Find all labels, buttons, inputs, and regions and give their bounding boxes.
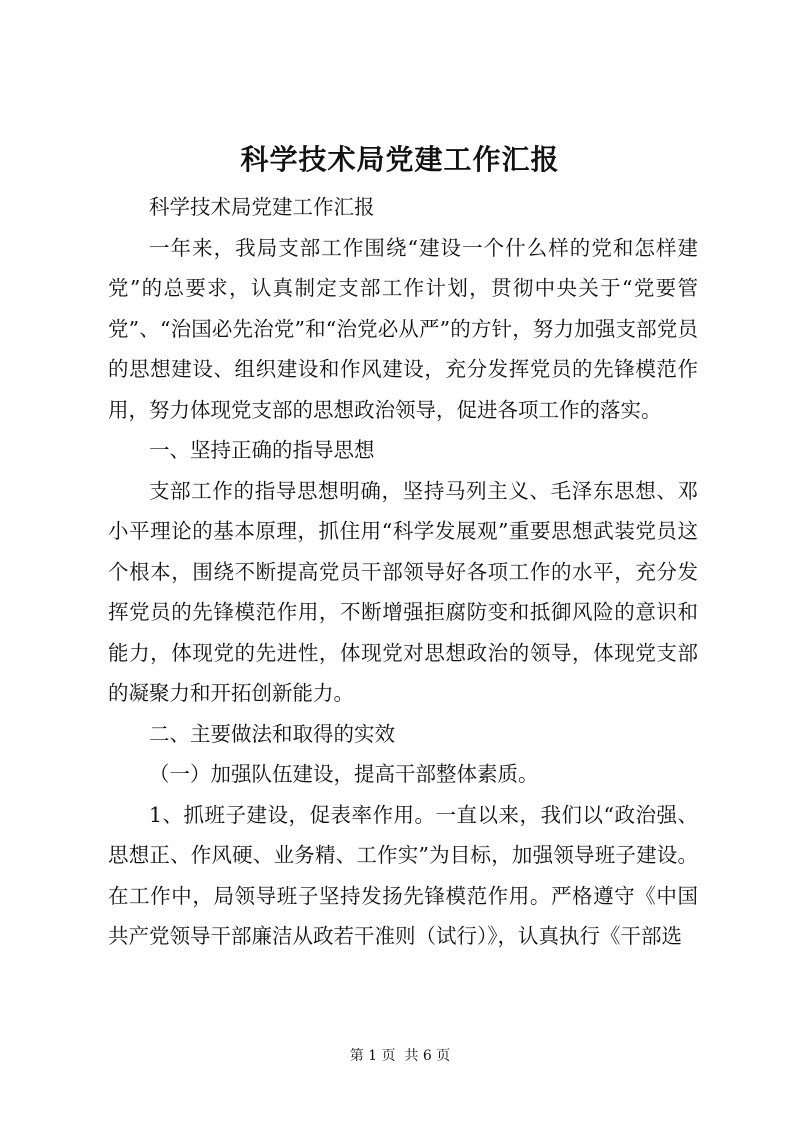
paragraph-guiding-thought: 支部工作的指导思想明确，坚持马列主义、毛泽东思想、邓小平理论的基本原理，抓住用“科学发展观”重要思想武装党员这个根本，围绕不断提高党员干部领导好各项工作的水平，充分发挥党员的先锋模范作用，不断增强拒腐防变和抵御风险的意识和能力，体现党的先进性，体现党对思想政治的领导，体现党支部的凝聚力和开拓创新能力。: [108, 478, 698, 705]
document-body: [108, 187, 698, 957]
document-title: 科学技术局党建工作汇报: [240, 143, 560, 176]
paragraph-team-building: 1、抓班子建设，促表率作用。一直以来，我们以“政治强、思想正、作风硬、业务精、工作实”为目标，加强领导班子建设。在工作中，局领导班子坚持发扬先锋模范作用。严格遵守《中国共产党领导干部廉洁从政若干准则（试行）》，认真执行《干部选: [108, 802, 698, 948]
subsection-heading-1: （一）加强队伍建设，提高干部整体素质。: [149, 762, 539, 786]
paragraph-subtitle: 科学技术局党建工作汇报: [149, 195, 375, 219]
section-heading-1: 一、坚持正确的指导思想: [149, 438, 375, 462]
paragraph-intro: 一年来，我局支部工作围绕“建设一个什么样的党和怎样建党”的总要求，认真制定支部工作计划，贯彻中央关于“党要管党”、“治国必先治党”和“治党必从严”的方针，努力加强支部党员的思想建设、组织建设和作风建设，充分发挥党员的先锋模范作用，努力体现党支部的思想政治领导，促进各项工作的落实。: [108, 235, 698, 422]
page-number: 第 1 页 共 6 页: [349, 1048, 451, 1064]
page-footer: [0, 1046, 800, 1066]
section-heading-2: 二、主要做法和取得的实效: [149, 721, 395, 746]
